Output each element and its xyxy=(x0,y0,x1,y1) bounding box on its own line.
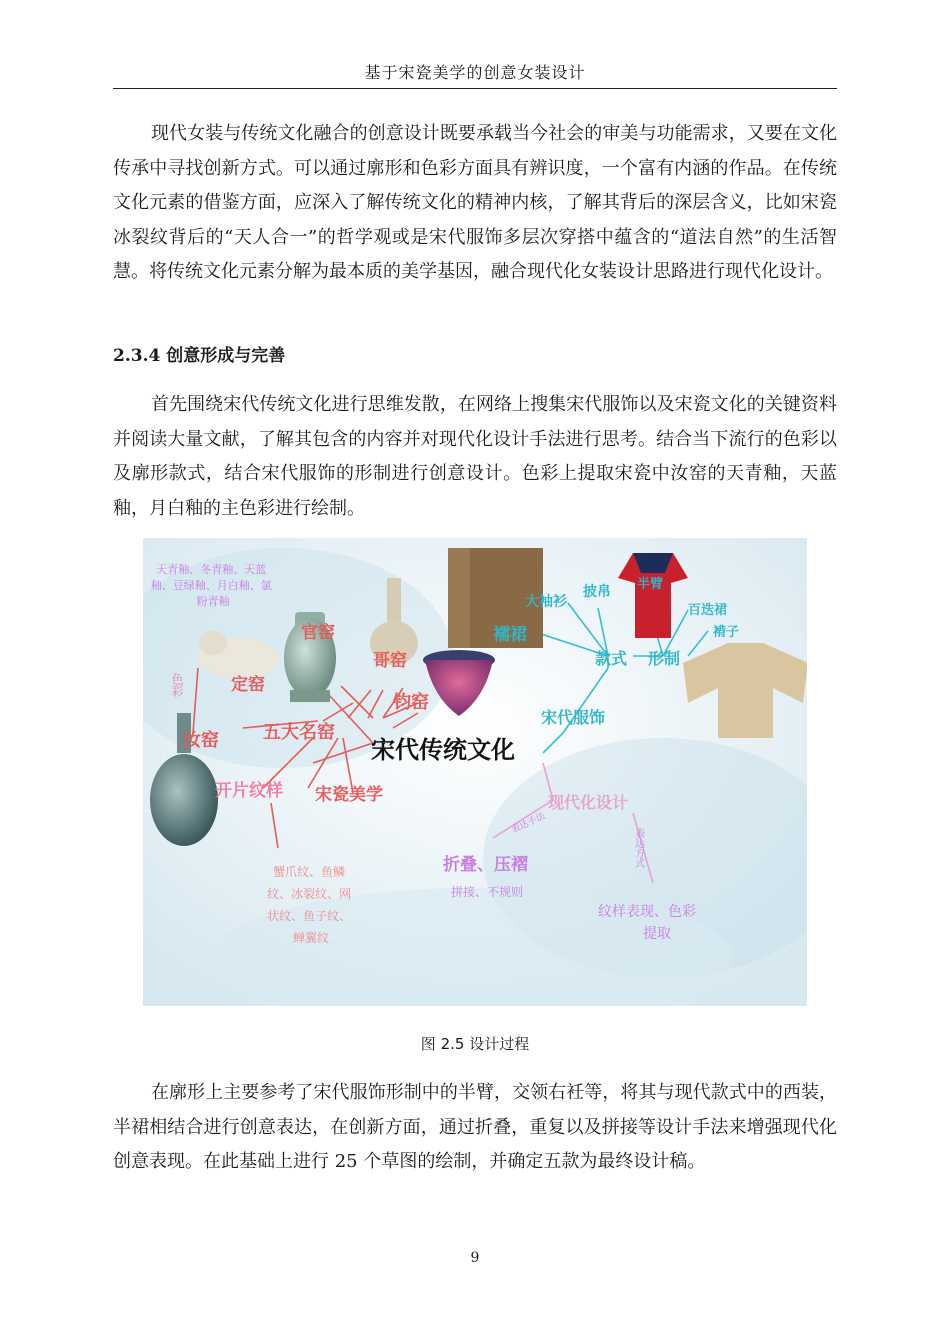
modern-design-label: 现代化设计 xyxy=(548,793,629,812)
paragraph-1: 现代女装与传统文化融合的创意设计既要承载当今社会的审美与功能需求，又要在文化传承中寻找创新方式。可以通过廓形和色彩方面具有辨识度，一个富有内涵的作品。在传统文化元素的借鉴方面，应深入了解传统文化的精神内核，了解其背后的深层含义，比如宋瓷冰裂纹背后的“天人合一”的哲学观或是宋代服饰多层次穿搭中蕴含的“道法自然”的生活智慧。将传统文化元素分解为最本质的美学基因，融合现代化女装设计思路进行现代化设计。 xyxy=(113,123,837,282)
garment-pibo: 披帛 xyxy=(583,584,611,600)
crackle-types: 蟹爪纹、鱼鳞 纹、冰裂纹、网 状纹、鱼子纹、 蝉翼纹 xyxy=(267,865,352,945)
form-label: 形制 xyxy=(648,649,681,668)
garment-ruqun: 襦裙 xyxy=(493,625,527,645)
kiln-ru: 汝窑 xyxy=(183,730,219,751)
central-topic: 宋代传统文化 xyxy=(371,736,515,764)
clothing-label: 宋代服饰 xyxy=(541,708,606,727)
five-kilns-label: 五大名窑 xyxy=(263,722,335,743)
garment-dapaoshan: 大袖衫 xyxy=(525,594,567,610)
style-label: 款式 xyxy=(595,649,628,668)
garment-banbi: 半臂 xyxy=(637,577,664,592)
color-label: 色彩 xyxy=(170,673,184,697)
technique-label: 表达手法 xyxy=(510,811,547,836)
design-process-figure xyxy=(143,538,807,1006)
technique-fold: 折叠、压褶 xyxy=(443,855,528,875)
expression-label: 表达方式 xyxy=(632,828,644,868)
aesthetics-label: 宋瓷美学 xyxy=(315,785,383,805)
glaze-note: 天青釉、冬青釉、天蓝 釉、豆绿釉、月白釉、氯 粉青釉 xyxy=(150,563,272,608)
page-number: 9 xyxy=(470,1250,480,1266)
paragraph-2: 首先围绕宋代传统文化进行思维发散，在网络上搜集宋代服饰以及宋瓷文化的关键资料并阅读大量文献，了解其包含的内容并对现代化设计手法进行思考。结合当下流行的色彩以及廓形款式，结合宋代服饰的形制进行创意设计。色彩上提取宋瓷中汝窑的天青釉，天蓝釉，月白釉的主色彩进行绘制。 xyxy=(113,394,837,519)
mind-map xyxy=(143,538,807,1006)
kiln-jun: 钧窑 xyxy=(393,692,429,713)
technique-splice: 拼接、不规则 xyxy=(451,885,524,899)
kiln-ding: 定窑 xyxy=(231,675,265,695)
running-header: 基于宋瓷美学的创意女装设计 xyxy=(364,63,586,82)
section-heading: 2.3.4 创意形成与完善 xyxy=(113,346,286,366)
crackle-label: 开片纹样 xyxy=(215,781,283,801)
header-rule xyxy=(113,88,837,89)
garment-baidiequn: 百迭裙 xyxy=(688,603,728,618)
paragraph-3: 在廓形上主要参考了宋代服饰形制中的半臂，交领右衽等，将其与现代款式中的西装，半裙相结合进行创意表达，在创新方面，通过折叠，重复以及拼接等设计手法来增强现代化创意表现。在此基础上进行 25 个草图的绘制，并确定五款为最终设计稿。 xyxy=(113,1082,837,1172)
kiln-guan: 官窑 xyxy=(301,623,335,643)
expression-text: 纹样表现、色彩 提取 xyxy=(598,904,696,942)
kiln-ge: 哥窑 xyxy=(373,651,407,671)
garment-beizi: 褙子 xyxy=(713,625,740,640)
figure-caption: 图 2.5 设计过程 xyxy=(420,1035,530,1053)
